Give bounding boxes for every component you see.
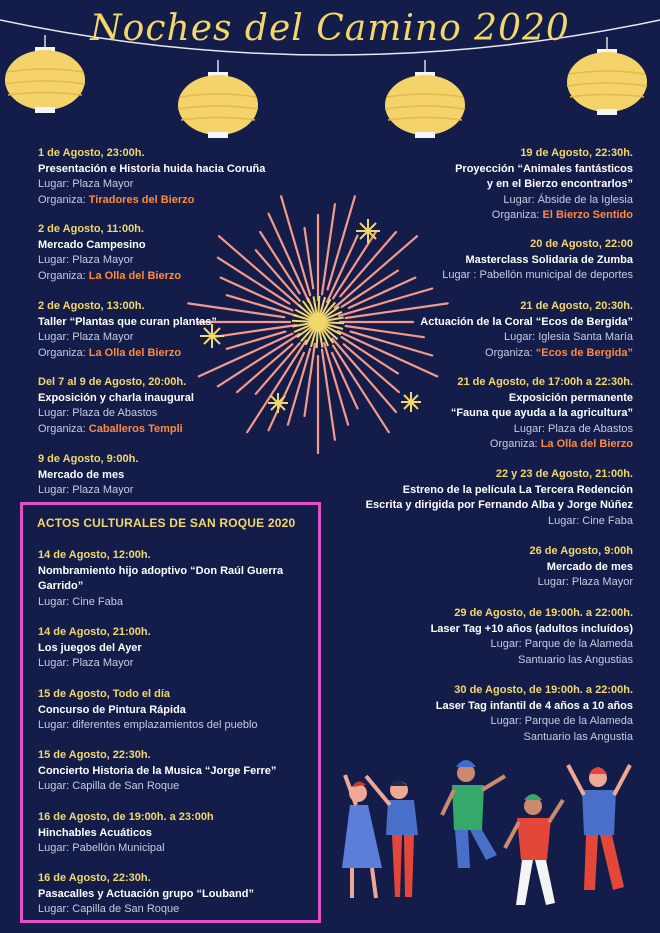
lantern-icon — [178, 60, 258, 138]
event-place: Lugar: Capilla de San Roque — [38, 903, 180, 915]
event-name: Laser Tag +10 años (adultos incluídos) — [430, 622, 633, 635]
event-date: 15 de Agosto, 22:30h. — [38, 749, 151, 761]
event-place: Santuario las Angustia — [523, 730, 633, 743]
event-entry — [38, 687, 258, 734]
event-name: Masterclass Solidaria de Zumba — [465, 253, 633, 266]
event-name: Taller “Plantas que curan plantas” — [38, 315, 217, 328]
event-place: Lugar: Plaza Mayor — [38, 254, 134, 266]
event-name: Pasacalles y Actuación grupo “Louband” — [38, 887, 254, 900]
event-entry — [420, 299, 633, 361]
event-place: Lugar: Parque de la Alameda — [490, 715, 633, 727]
event-entry — [442, 237, 633, 284]
event-date: 29 de Agosto, de 19:00h. a 22:00h. — [454, 607, 633, 619]
event-place: Lugar: Cine Faba — [38, 595, 123, 608]
event-entry — [38, 625, 151, 672]
event-organizer: Organiza: La Olla del Bierzo — [38, 346, 182, 359]
event-place: Lugar: Capilla de San Roque — [38, 780, 180, 792]
event-date: 15 de Agosto, Todo el día — [38, 688, 171, 700]
event-date: 9 de Agosto, 9:00h. — [38, 453, 139, 465]
event-organizer: Organiza: La Olla del Bierzo — [489, 438, 633, 450]
firework-icon — [356, 219, 380, 243]
event-name: Concierto Historia de la Musica “Jorge Ferre” — [38, 764, 277, 777]
event-date: 14 de Agosto, 21:00h. — [38, 626, 151, 638]
event-entry — [38, 548, 283, 610]
event-entry — [455, 146, 633, 224]
event-name: Nombramiento hijo adoptivo “Don Raúl Guerra — [38, 564, 284, 577]
event-entry — [38, 375, 194, 437]
event-place: Lugar: Parque de la Alameda — [490, 638, 633, 650]
event-date: 1 de Agosto, 23:00h. — [38, 147, 145, 159]
event-name: Mercado Campesino — [38, 238, 146, 251]
event-name: Estreno de la película La Tercera Redención — [402, 483, 633, 496]
event-entry — [38, 871, 254, 918]
event-entry — [38, 222, 181, 284]
event-name: Escrita y dirigida por Fernando Alba y Jorge Núñez — [365, 499, 633, 511]
event-organizer: Organiza: La Olla del Bierzo — [38, 269, 182, 282]
lantern-icon — [385, 60, 465, 138]
poster-title: Noches del Camino 2020 — [90, 8, 570, 49]
event-name: y en el Bierzo encontrarlos” — [486, 178, 633, 190]
event-date: 19 de Agosto, 22:30h. — [520, 147, 633, 159]
firework-icon — [401, 392, 421, 412]
event-name: Los juegos del Ayer — [38, 641, 142, 654]
event-date: 21 de Agosto, de 17:00h a 22:30h. — [457, 376, 633, 388]
dancing-people-illustration — [342, 760, 630, 905]
event-name: Actuación de la Coral “Ecos de Bergida” — [420, 315, 633, 328]
event-entry — [38, 810, 214, 857]
event-date: Del 7 al 9 de Agosto, 20:00h. — [38, 376, 187, 388]
event-entry — [451, 375, 633, 453]
event-date: 20 de Agosto, 22:00 — [530, 238, 633, 250]
event-place: Santuario las Angustias — [518, 653, 633, 666]
event-place: Lugar: Plaza Mayor — [38, 331, 134, 343]
event-date: 26 de Agosto, 9:00h — [529, 545, 633, 557]
event-entry — [529, 544, 633, 591]
event-place: Lugar: diferentes emplazamientos del pueblo — [38, 719, 258, 731]
event-place: Lugar: Plaza Mayor — [38, 657, 134, 669]
event-name: Mercado de mes — [546, 560, 633, 573]
event-date: 14 de Agosto, 12:00h. — [38, 549, 151, 561]
event-place: Lugar: Plaza Mayor — [537, 576, 633, 588]
event-date: 2 de Agosto, 11:00h. — [38, 223, 144, 235]
event-name: Laser Tag infantil de 4 años a 10 años — [435, 699, 633, 712]
san-roque-title: ACTOS CULTURALES DE SAN ROQUE 2020 — [37, 516, 296, 530]
event-entry — [38, 748, 276, 795]
event-place: Lugar: Plaza de Abastos — [38, 407, 158, 419]
event-place: Lugar: Plaza Mayor — [38, 484, 134, 496]
event-date: 30 de Agosto, de 19:00h. a 22:00h. — [454, 684, 633, 696]
event-entry — [431, 606, 633, 668]
event-place: Lugar: Pabellón Municipal — [38, 842, 165, 854]
event-date: 22 y 23 de Agosto, 21:00h. — [495, 468, 633, 480]
event-name: Exposición permanente — [508, 391, 633, 404]
event-date: 16 de Agosto, de 19:00h. a 23:00h — [38, 811, 214, 823]
firework-icon — [268, 393, 288, 413]
event-organizer: Organiza: Caballeros Templi — [38, 422, 183, 435]
event-place: Lugar: Cine Faba — [548, 514, 633, 527]
event-name: Exposición y charla inaugural — [38, 391, 194, 404]
event-entry — [366, 467, 633, 529]
event-place: Lugar: Iglesia Santa María — [503, 331, 633, 343]
event-place: Lugar: Plaza Mayor — [38, 178, 134, 190]
event-name: Concurso de Pintura Rápida — [38, 703, 186, 716]
event-name: “Fauna que ayuda a la agricultura” — [450, 407, 633, 419]
event-date: 16 de Agosto, 22:30h. — [38, 872, 151, 884]
event-organizer: Organiza: “Ecos de Bergida” — [485, 346, 633, 359]
event-place: Lugar: Ábside de la Iglesia — [503, 193, 633, 206]
event-entry — [436, 683, 633, 745]
event-name: Presentación e Historia huida hacia Coruña — [38, 162, 266, 175]
event-entry — [38, 299, 217, 361]
event-entry — [38, 146, 265, 208]
event-name: Mercado de mes — [38, 468, 125, 481]
event-date: 21 de Agosto, 20:30h. — [520, 300, 633, 312]
firework-icon — [188, 196, 447, 453]
event-place: Lugar : Pabellón municipal de deportes — [442, 269, 633, 281]
event-organizer: Organiza: Tiradores del Bierzo — [38, 193, 195, 206]
event-name: Proyección “Animales fantásticos — [455, 162, 633, 175]
event-name: Garrido” — [38, 580, 84, 592]
event-name: Hinchables Acuáticos — [38, 826, 152, 839]
event-entry — [38, 452, 138, 499]
event-place: Lugar: Plaza de Abastos — [513, 422, 633, 435]
event-organizer: Organiza: El Bierzo Sentido — [491, 209, 633, 221]
event-date: 2 de Agosto, 13:00h. — [38, 300, 145, 312]
